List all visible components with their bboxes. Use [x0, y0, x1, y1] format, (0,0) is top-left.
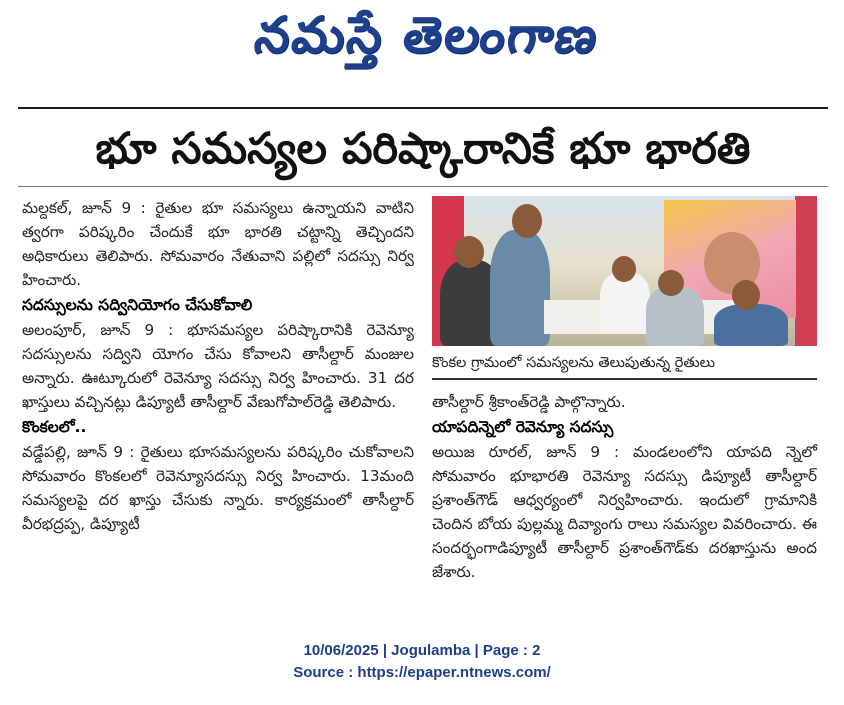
- page-footer: [0, 640, 844, 684]
- headline-top-rule: [18, 107, 828, 109]
- right-column: [432, 196, 817, 584]
- news-photo: [432, 196, 817, 346]
- vaddepalli-paragraph: వడ్డేపల్లి, జూన్ 9 : రైతులు భూసమస్యలను పరిష్కరిం చుకోవాలని సోమవారం కొంకలలో రెవెన్యూసదస్సు నిర్వ హించారు. 13మంది సమస్యలపై దర ఖాస్తు చేసుకు న్నారు. కార్యక్రమంలో తాసీల్దార్ వీరభద్రప్ప, డిప్యూటీ: [22, 443, 414, 533]
- alampur-paragraph: అలంపూర్, జూన్ 9 : భూసమస్యల పరిష్కారానికి రెవెన్యూ సదస్సులను సద్విని యోగం చేసు కోవాలని తాసీల్దార్ మంజుల అన్నారు. ఊట్కూరులో రెవెన్యూ సదస్సు నిర్వ హించారు. 31 దర ఖాస్తులు వచ్చినట్లు డిప్యూటీ తాసీల్దార్ వేణుగోపాల్‌రెడ్డి తెలిపారు.: [22, 321, 414, 411]
- subheading-yapadinne: యాపదిన్నెలో రెవెన్యూ సదస్సు: [432, 418, 614, 436]
- continued-text: తాసీల్దార్ శ్రీకాంత్‌రెడ్డి పాల్గొన్నారు.: [432, 393, 626, 411]
- person-left-head: [454, 236, 484, 268]
- subheading-konkala: కొంకలలో..: [22, 418, 87, 436]
- intro-paragraph: మల్దకల్, జూన్ 9 : రైతుల భూ సమస్యలు ఉన్నాయని వాటిని త్వరగా పరిష్కరిం చేందుకే భూ భారతి చట్టాన్ని తెచ్చిందని అధికారులు తెలిపారు. సోమవారం నేతువాని పల్లిలో సదస్సు నిర్వ హించారు.: [22, 199, 414, 289]
- headline-bottom-rule: [18, 186, 828, 187]
- tent-right: [795, 196, 817, 346]
- person-blue-shirt: [714, 304, 788, 346]
- newspaper-logo: నమస్తే తెలంగాణ: [251, 6, 603, 64]
- edition-info: 10/06/2025 | Jogulamba | Page : 2: [303, 642, 541, 659]
- subheading-sadassulu: సదస్సులను సద్వినియోగం చేసుకోవాలి: [22, 296, 253, 314]
- aiza-paragraph: అయిజ రూరల్, జూన్ 9 : మండలంలోని యాపది న్నెలో సోమవారం భూభారతి రెవెన్యూ సదస్సు డిప్యూటీ తాసీల్దార్ ప్రశాంత్‌గౌడ్ ఆధ్వర్యంలో నిర్వహించారు. ఇందులో గ్రామానికి చెందిన బోయ పుల్లమ్మ దివ్యాంగు రాలు సమస్యల వివరించారు. ఈ సందర్భంగాడిప్యూటీ తాసీల్దార్ ప్రశాంత్‌గౌడ్‌కు దరఖాస్తును అంద జేశారు.: [432, 443, 817, 581]
- caption-rule: [432, 378, 817, 380]
- person-white-head: [612, 256, 636, 282]
- masthead: [0, 0, 844, 92]
- person-blue-head: [732, 280, 760, 310]
- person-checked-head: [512, 204, 542, 238]
- left-column: [22, 196, 414, 536]
- person-grey-head: [658, 270, 684, 296]
- person-checked-shirt: [490, 230, 550, 346]
- source-link[interactable]: Source : https://epaper.ntnews.com/: [293, 664, 551, 681]
- photo-caption: కొంకల గ్రామంలో సమస్యలను తెలుపుతున్న రైతులు: [432, 355, 715, 371]
- article-headline: భూ సమస్యల పరిష్కారానికే భూ భారతి: [95, 124, 751, 174]
